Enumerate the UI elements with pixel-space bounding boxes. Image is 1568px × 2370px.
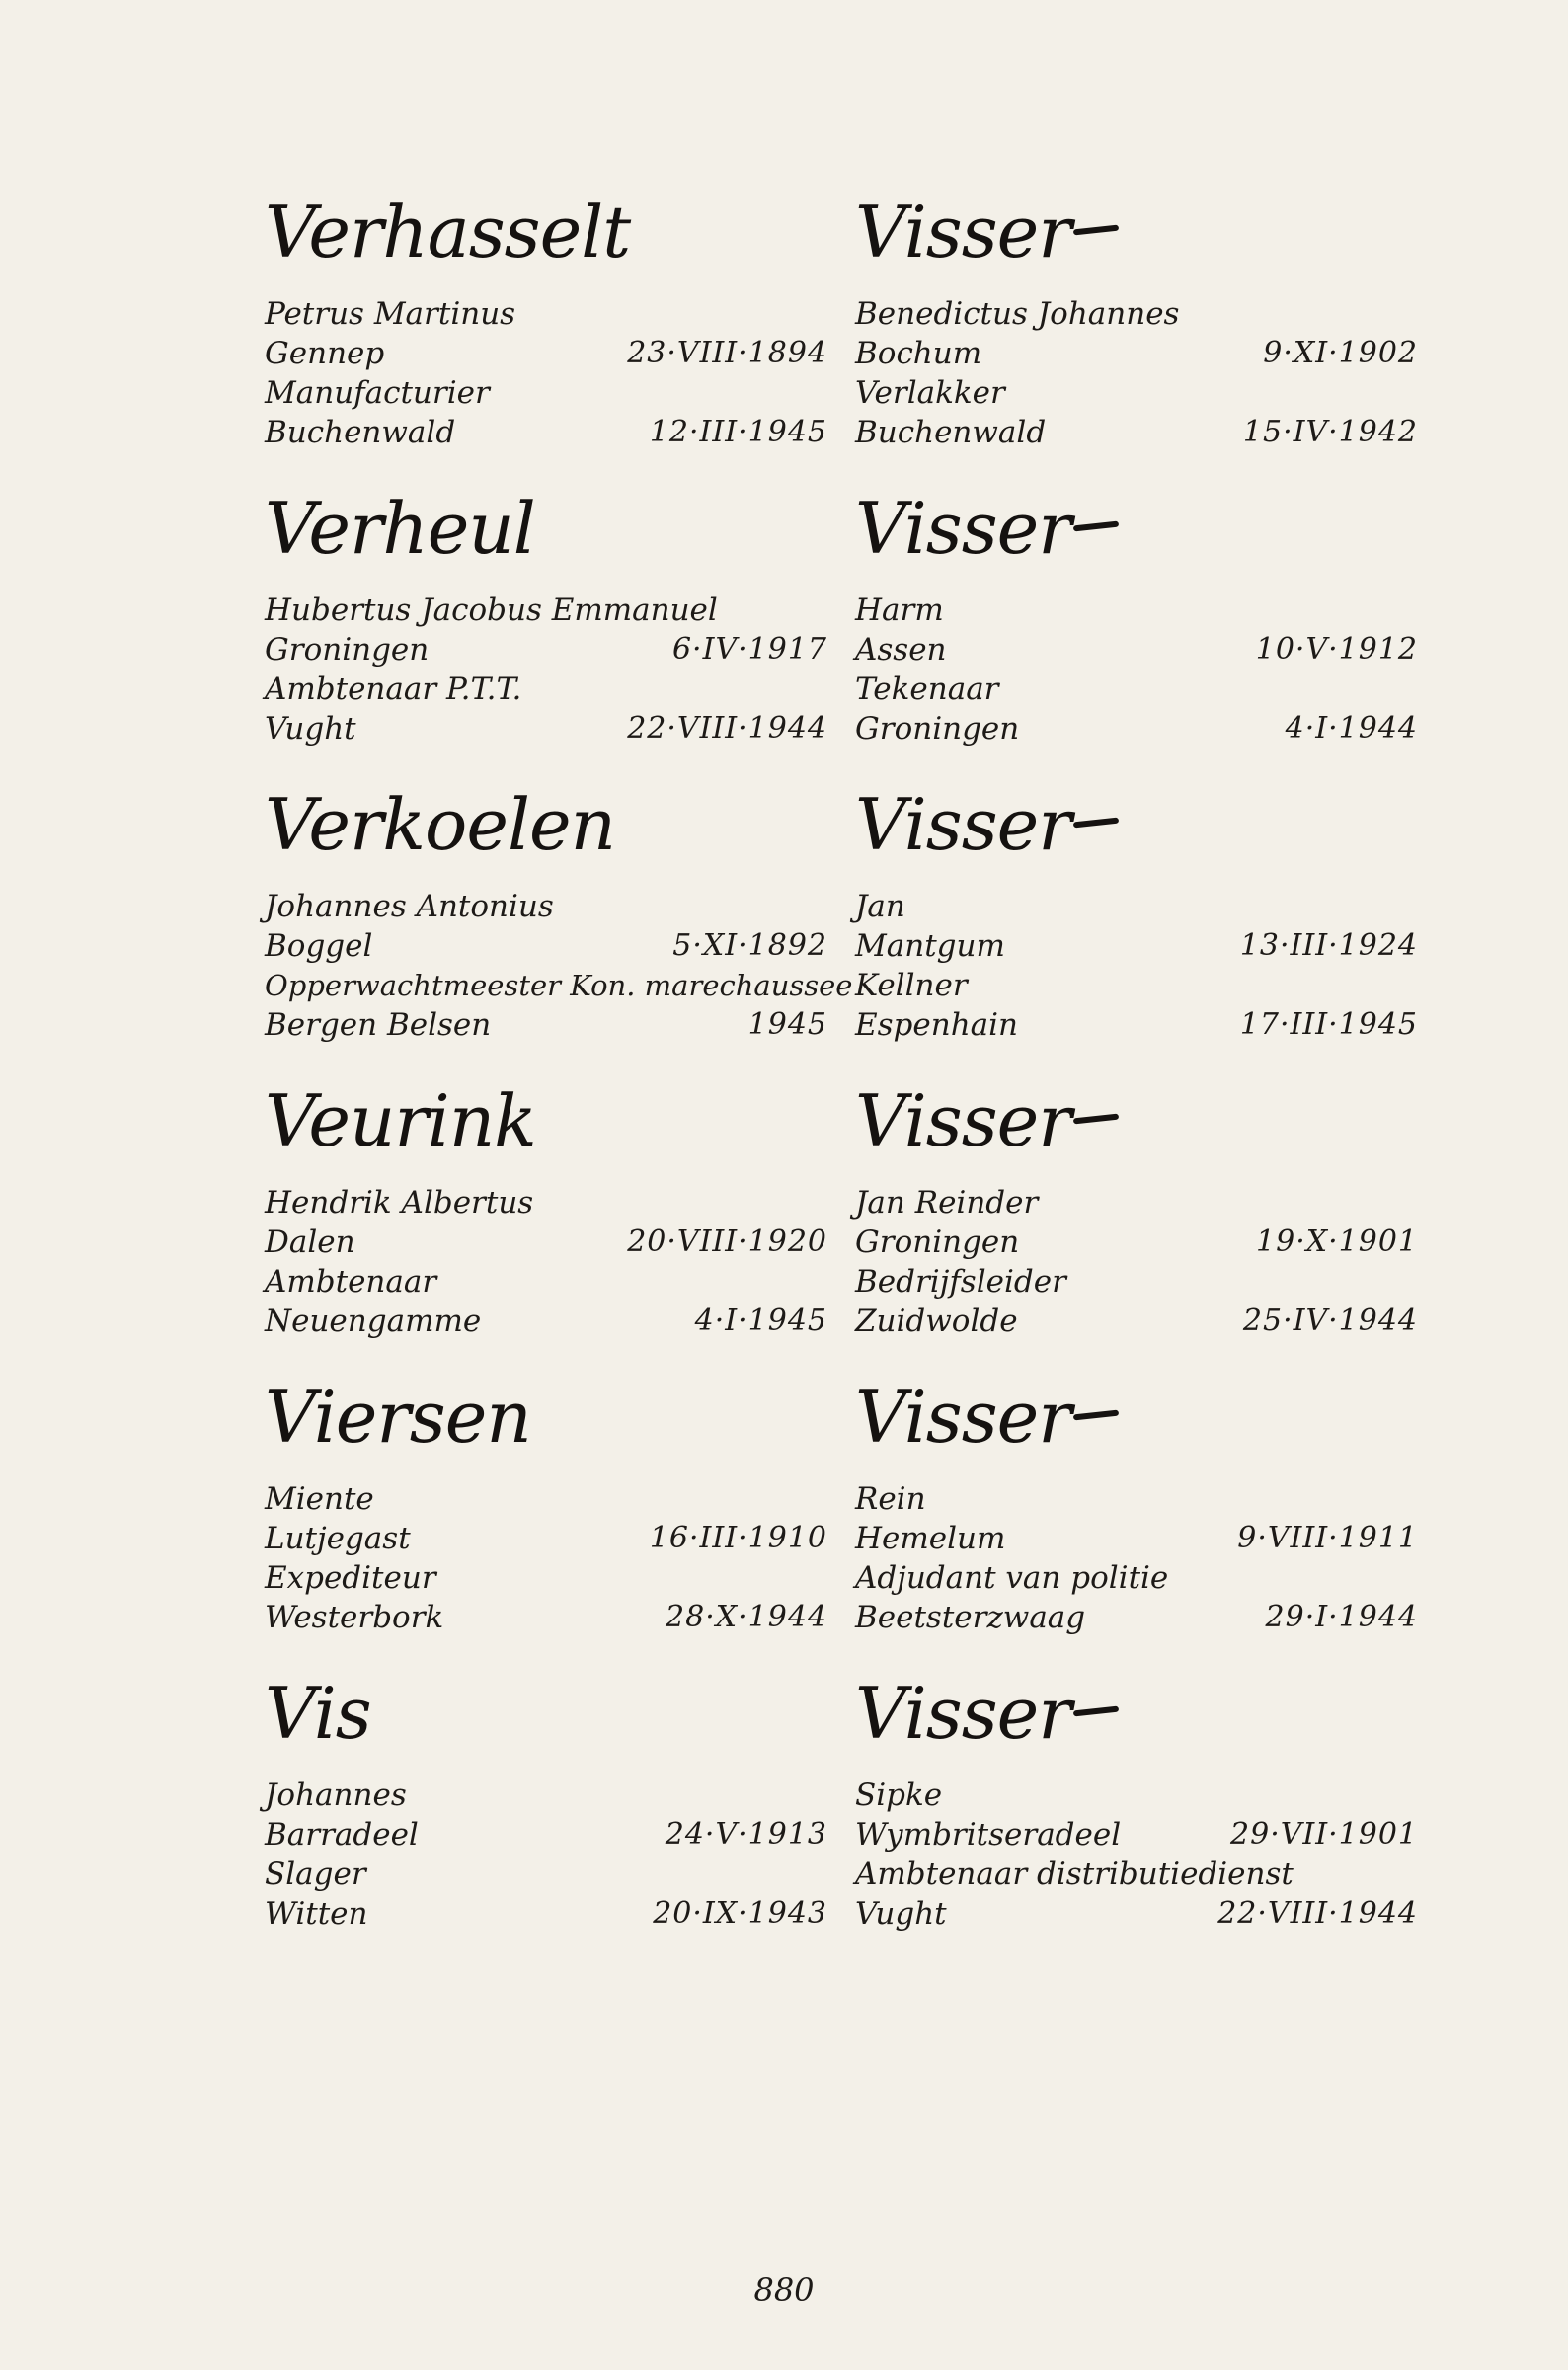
occupation: Kellner (855, 968, 968, 1003)
occupation: Bedrijfsleider (855, 1264, 1066, 1300)
given-names-line (265, 1776, 827, 1815)
death-place: Westerbork (265, 1600, 444, 1635)
birth-date: 6·IV·1917 (671, 632, 827, 667)
death-line (265, 1894, 827, 1934)
occupation: Ambtenaar (265, 1264, 437, 1300)
surname-line (855, 484, 1418, 591)
register-entry (265, 1373, 827, 1669)
occupation-line (265, 966, 853, 1005)
register-entry (855, 1076, 1418, 1373)
register-entry (265, 780, 853, 1076)
occupation-line (855, 1558, 1418, 1598)
birthplace: Assen (855, 632, 947, 668)
register-entry (265, 1669, 827, 1965)
surname: Visser (855, 783, 1071, 866)
occupation-line (855, 1855, 1418, 1894)
occupation-line (855, 966, 1418, 1005)
birthplace: Lutjegast (265, 1521, 411, 1556)
register-entry (265, 484, 827, 780)
birth-line (265, 1815, 827, 1855)
surname: Verheul (265, 487, 535, 570)
birth-line (855, 1519, 1418, 1558)
birthplace: Barradeel (265, 1817, 419, 1853)
death-place: Zuidwolde (855, 1304, 1018, 1339)
register-entry (265, 188, 827, 484)
birth-line (855, 1815, 1418, 1855)
given-names: Petrus Martinus (265, 296, 516, 332)
surname: Verhasselt (265, 191, 631, 274)
occupation: Adjudant van politie (855, 1560, 1169, 1596)
occupation: Ambtenaar distributiedienst (855, 1856, 1294, 1892)
occupation: Slager (265, 1856, 366, 1892)
death-date: 17·III·1945 (1239, 1007, 1418, 1042)
given-names: Johannes (265, 1778, 407, 1813)
given-names-line (265, 1479, 827, 1519)
birthplace: Boggel (265, 928, 373, 964)
given-names: Johannes Antonius (265, 889, 554, 924)
surname: Veurink (265, 1079, 536, 1162)
birth-date: 9·XI·1902 (1263, 336, 1418, 370)
death-place: Beetsterzwaag (855, 1600, 1086, 1635)
given-names: Harm (855, 592, 944, 628)
given-names-line (265, 887, 827, 926)
birthplace: Hemelum (855, 1521, 1006, 1556)
register-entry (855, 1373, 1418, 1669)
given-names-line (265, 294, 827, 334)
given-names: Miente (265, 1481, 374, 1517)
register-entry (265, 1076, 827, 1373)
birth-line (855, 630, 1418, 670)
surname: Visser (855, 1079, 1071, 1162)
surname: Visser (855, 191, 1071, 274)
surname-line (855, 780, 1418, 887)
given-names: Jan Reinder (855, 1185, 1039, 1221)
death-date: 22·VIII·1944 (1217, 1896, 1418, 1931)
flourish-stroke (1072, 1410, 1118, 1421)
birth-date: 24·V·1913 (665, 1817, 827, 1852)
birth-line (265, 1519, 827, 1558)
occupation-line (265, 1558, 827, 1598)
death-line (265, 709, 827, 749)
given-names-line (855, 1479, 1418, 1519)
surname: Verkoelen (265, 783, 616, 866)
birth-date: 13·III·1924 (1239, 928, 1418, 963)
given-names-line (855, 591, 1418, 630)
death-date: 22·VIII·1944 (627, 711, 827, 746)
birth-date: 20·VIII·1920 (627, 1224, 827, 1259)
death-line (855, 413, 1418, 452)
register-entry (855, 188, 1418, 484)
occupation-line (265, 1855, 827, 1894)
register-entry (855, 1669, 1418, 1965)
death-date: 28·X·1944 (666, 1600, 827, 1634)
surname: Visser (855, 1672, 1071, 1755)
occupation: Tekenaar (855, 672, 999, 707)
given-names-line (855, 887, 1418, 926)
occupation-line (855, 1262, 1418, 1302)
death-place: Vught (265, 711, 356, 747)
birth-line (855, 1223, 1418, 1262)
surname: Viersen (265, 1376, 531, 1459)
death-line (265, 1005, 827, 1045)
flourish-stroke (1072, 1706, 1118, 1717)
birth-line (855, 926, 1418, 966)
surname: Vis (265, 1672, 371, 1755)
occupation: Manufacturier (265, 375, 490, 411)
death-place: Neuengamme (265, 1304, 482, 1339)
death-place: Buchenwald (855, 415, 1047, 450)
death-date: 4·I·1944 (1285, 711, 1418, 746)
given-names-line (855, 1183, 1418, 1223)
register-entry (855, 484, 1418, 780)
register-entry (855, 780, 1418, 1076)
death-date: 25·IV·1944 (1242, 1304, 1418, 1338)
birthplace: Dalen (265, 1224, 355, 1260)
occupation-line (265, 670, 827, 709)
death-place: Espenhain (855, 1007, 1019, 1043)
death-line (855, 1005, 1418, 1045)
birthplace: Groningen (855, 1224, 1020, 1260)
surname: Visser (855, 487, 1071, 570)
birth-line (265, 1223, 827, 1262)
given-names: Sipke (855, 1778, 943, 1813)
occupation: Expediteur (265, 1560, 436, 1596)
death-place: Buchenwald (265, 415, 456, 450)
death-date: 29·I·1944 (1265, 1600, 1418, 1634)
surname-line (855, 1669, 1418, 1776)
death-line (265, 1302, 827, 1341)
birthplace: Gennep (265, 336, 385, 371)
birthplace: Wymbritseradeel (855, 1817, 1122, 1853)
page-number: 880 (753, 2271, 815, 2309)
occupation-line (265, 373, 827, 413)
birth-line (265, 926, 827, 966)
given-names-line (855, 294, 1418, 334)
death-line (855, 709, 1418, 749)
death-date: 1945 (747, 1007, 827, 1042)
given-names-line (265, 1183, 827, 1223)
birthplace: Bochum (855, 336, 982, 371)
right-column (855, 188, 1418, 1965)
surname: Visser (855, 1376, 1071, 1459)
surname-line (855, 188, 1418, 294)
death-date: 4·I·1945 (694, 1304, 827, 1338)
given-names: Hubertus Jacobus Emmanuel (265, 592, 718, 628)
occupation-line (265, 1262, 827, 1302)
occupation-line (855, 373, 1418, 413)
flourish-stroke (1072, 521, 1118, 532)
birth-date: 16·III·1910 (649, 1521, 827, 1555)
death-line (265, 413, 827, 452)
death-line (855, 1302, 1418, 1341)
death-date: 12·III·1945 (649, 415, 827, 449)
given-names: Rein (855, 1481, 926, 1517)
birthplace: Mantgum (855, 928, 1005, 964)
surname-line (855, 1076, 1418, 1183)
birth-date: 29·VII·1901 (1230, 1817, 1418, 1852)
death-place: Groningen (855, 711, 1020, 747)
given-names: Hendrik Albertus (265, 1185, 534, 1221)
death-line (855, 1894, 1418, 1934)
given-names-line (855, 1776, 1418, 1815)
death-line (855, 1598, 1418, 1637)
birth-date: 5·XI·1892 (672, 928, 827, 963)
occupation: Ambtenaar P.T.T. (265, 672, 522, 707)
occupation-line (855, 670, 1418, 709)
birth-date: 23·VIII·1894 (627, 336, 827, 370)
birth-date: 19·X·1901 (1256, 1224, 1418, 1259)
birth-line (855, 334, 1418, 373)
given-names: Benedictus Johannes (855, 296, 1180, 332)
left-column (265, 188, 853, 1965)
birth-date: 10·V·1912 (1255, 632, 1418, 667)
death-place: Witten (265, 1896, 368, 1932)
death-place: Vught (855, 1896, 947, 1932)
death-line (265, 1598, 827, 1637)
birth-line (265, 630, 827, 670)
occupation: Verlakker (855, 375, 1005, 411)
occupation: Opperwachtmeester Kon. marechaussee (265, 969, 853, 1002)
death-date: 15·IV·1942 (1242, 415, 1418, 449)
death-date: 20·IX·1943 (653, 1896, 827, 1931)
birth-date: 9·VIII·1911 (1237, 1521, 1418, 1555)
flourish-stroke (1072, 225, 1118, 236)
given-names-line (265, 591, 827, 630)
birth-line (265, 334, 827, 373)
given-names: Jan (855, 889, 905, 924)
surname-line (855, 1373, 1418, 1479)
flourish-stroke (1072, 1114, 1118, 1125)
birthplace: Groningen (265, 632, 430, 668)
flourish-stroke (1072, 818, 1118, 829)
death-place: Bergen Belsen (265, 1007, 492, 1043)
